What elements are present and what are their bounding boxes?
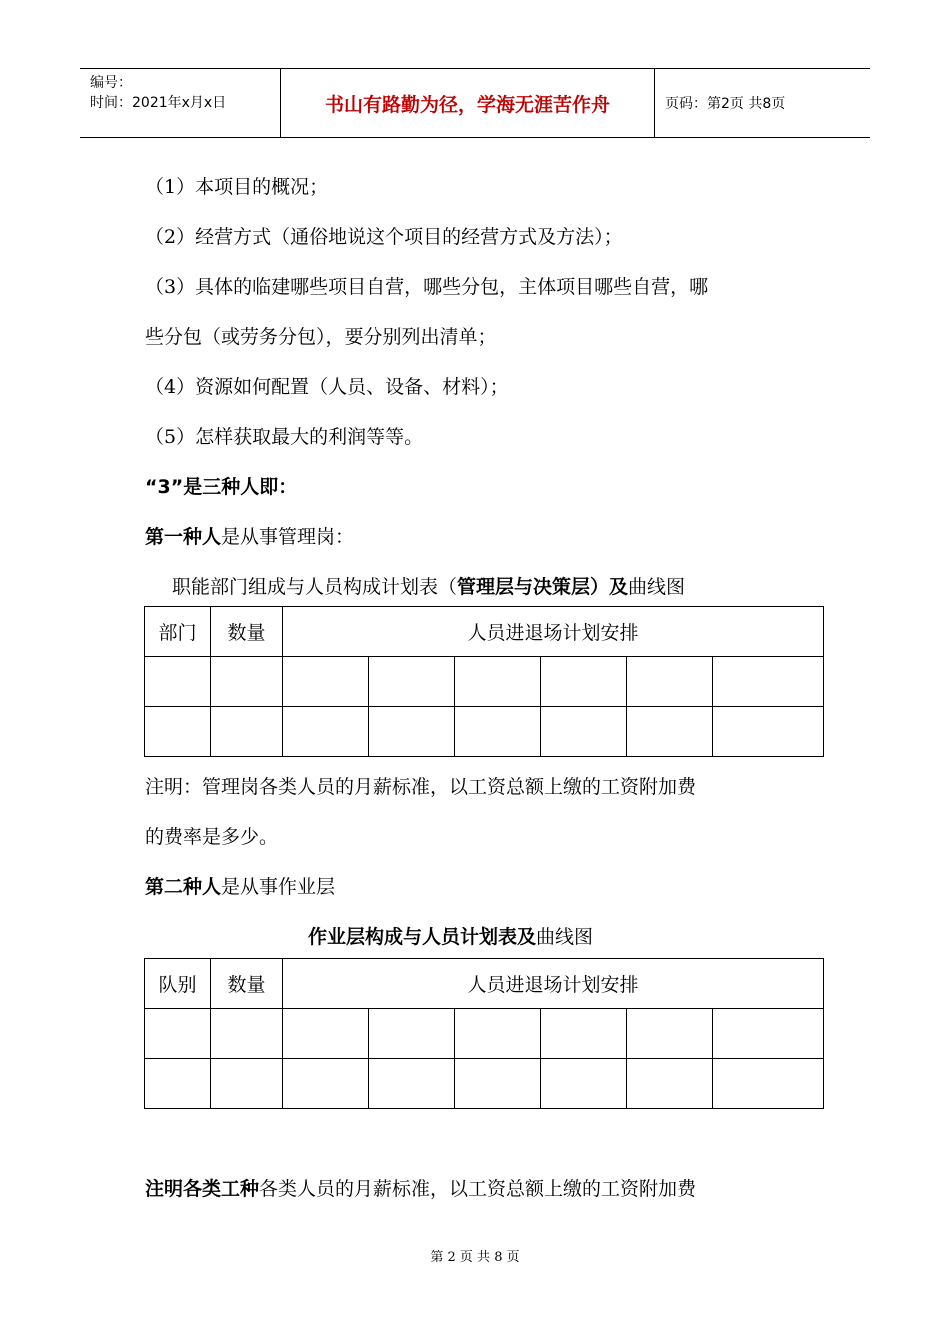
table2-title-a: 作业层构成与人员计划表及 xyxy=(308,926,537,948)
first-type-line xyxy=(145,522,354,549)
table-cell xyxy=(211,657,283,707)
table1-title xyxy=(172,572,685,599)
table1-header-row xyxy=(145,607,824,657)
table2-title xyxy=(308,922,593,949)
page-footer: 第 2 页 共 8 页 xyxy=(430,1250,520,1265)
note2-bold: 注明各类工种 xyxy=(145,1178,260,1200)
note1-line1: 注明：管理岗各类人员的月薪标准，以工资总额上缴的工资附加费 xyxy=(145,776,697,798)
table-row xyxy=(145,1009,824,1059)
item-3-cont: 些分包（或劳务分包），要分别列出清单； xyxy=(145,326,497,348)
table2-col2: 数量 xyxy=(211,959,283,1009)
table1-title-a: 职能部门组成与人员构成计划表（ xyxy=(172,576,458,598)
table-cell xyxy=(211,1059,283,1109)
table-cell xyxy=(369,1009,455,1059)
table-cell xyxy=(211,1009,283,1059)
item-5: （5）怎样获取最大的利润等等。 xyxy=(145,426,424,448)
table-cell xyxy=(211,707,283,757)
table-cell xyxy=(283,1059,369,1109)
table-cell xyxy=(455,1059,541,1109)
second-type-rest: 是从事作业层 xyxy=(221,876,336,898)
table-cell xyxy=(541,1009,627,1059)
table-cell xyxy=(713,707,824,757)
table-cell xyxy=(713,1059,824,1109)
item-2: （2）经营方式（通俗地说这个项目的经营方式及方法）； xyxy=(145,226,623,248)
note1-line2: 的费率是多少。 xyxy=(145,826,279,848)
table-cell xyxy=(283,657,369,707)
table-cell xyxy=(369,1059,455,1109)
table-cell xyxy=(145,707,211,757)
table-cell xyxy=(369,657,455,707)
note2-rest: 各类人员的月薪标准，以工资总额上缴的工资附加费 xyxy=(259,1178,697,1200)
table1-col3: 人员进退场计划安排 xyxy=(283,607,824,657)
table-cell xyxy=(145,657,211,707)
table-row xyxy=(145,1059,824,1109)
note2-line xyxy=(145,1174,696,1201)
page-header xyxy=(80,68,870,138)
table-cell xyxy=(627,657,713,707)
table1-title-b: 管理层与决策层）及 xyxy=(457,576,629,598)
table1-title-c: 曲线图 xyxy=(628,576,686,598)
item-1: （1）本项目的概况； xyxy=(145,176,329,198)
table2-col1: 队别 xyxy=(145,959,211,1009)
header-time: 时间：2021年x月x日 xyxy=(90,95,227,111)
table-cell xyxy=(541,657,627,707)
first-type-rest: 是从事管理岗： xyxy=(221,526,355,548)
table-cell xyxy=(713,1009,824,1059)
table-cell xyxy=(145,1059,211,1109)
header-number: 编号： xyxy=(90,75,132,91)
table-cell xyxy=(541,707,627,757)
table-cell xyxy=(627,1059,713,1109)
second-type-line xyxy=(145,872,335,899)
table-cell xyxy=(455,707,541,757)
table-cell xyxy=(145,1009,211,1059)
table-cell xyxy=(369,707,455,757)
table2-title-b: 曲线图 xyxy=(536,926,594,948)
table-cell xyxy=(541,1059,627,1109)
table-cell xyxy=(455,657,541,707)
table-row xyxy=(145,707,824,757)
first-type-bold: 第一种人 xyxy=(145,526,222,548)
table1 xyxy=(144,606,824,757)
header-motto: 书山有路勤为径，学海无涯苦作舟 xyxy=(281,69,655,137)
table1-col2: 数量 xyxy=(211,607,283,657)
table2-col3: 人员进退场计划安排 xyxy=(283,959,824,1009)
table-cell xyxy=(283,707,369,757)
header-meta xyxy=(80,69,281,137)
table-cell xyxy=(627,707,713,757)
item-4: （4）资源如何配置（人员、设备、材料）； xyxy=(145,376,509,398)
item-3: （3）具体的临建哪些项目自营，哪些分包，主体项目哪些自营，哪 xyxy=(145,276,709,298)
table-cell xyxy=(713,657,824,707)
second-type-bold: 第二种人 xyxy=(145,876,222,898)
table2-header-row xyxy=(145,959,824,1009)
header-page-info: 页码：第2页 共8页 xyxy=(665,96,786,112)
table1-col1: 部门 xyxy=(145,607,211,657)
table-cell xyxy=(283,1009,369,1059)
table-row xyxy=(145,657,824,707)
three-types-heading: “3”是三种人即： xyxy=(145,476,298,498)
table2 xyxy=(144,958,824,1109)
table-cell xyxy=(627,1009,713,1059)
table-cell xyxy=(455,1009,541,1059)
